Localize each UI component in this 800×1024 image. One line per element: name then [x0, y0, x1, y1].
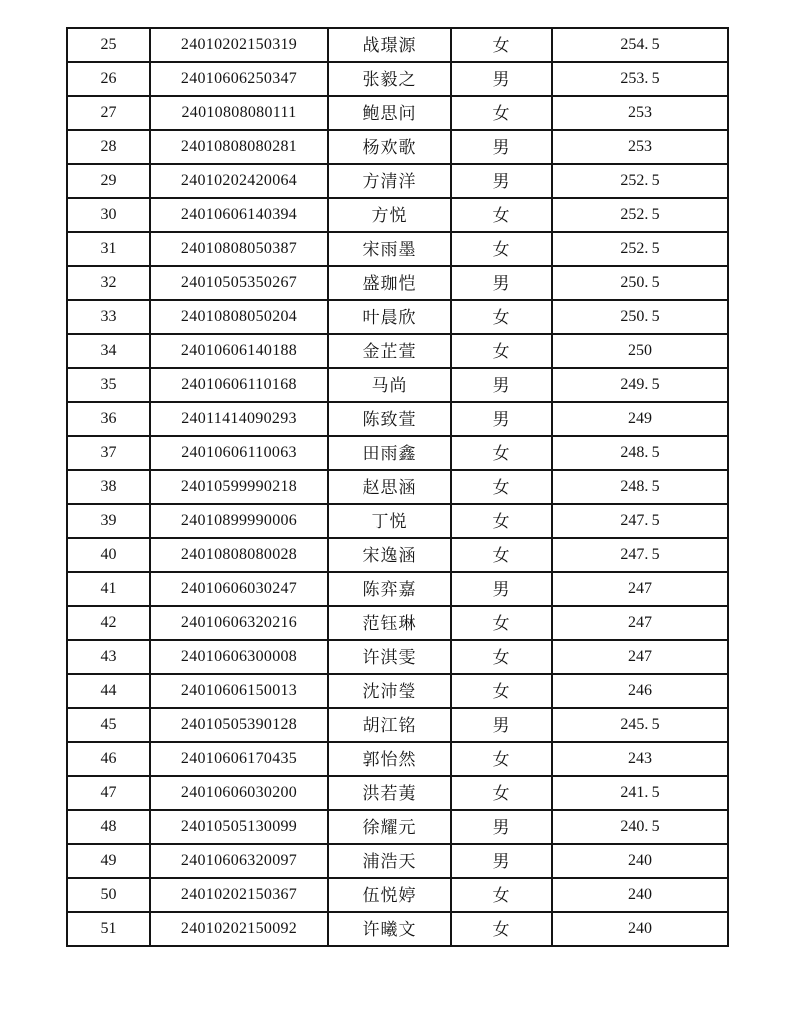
- cell-row-number: 37: [67, 436, 150, 470]
- cell-name: 马尚: [328, 368, 451, 402]
- cell-gender: 女: [451, 674, 552, 708]
- cell-gender: 男: [451, 810, 552, 844]
- cell-gender: 女: [451, 878, 552, 912]
- table-row: [67, 742, 728, 776]
- cell-exam-id: 24010606170435: [150, 742, 328, 776]
- cell-row-number: 39: [67, 504, 150, 538]
- cell-name: 陈致萱: [328, 402, 451, 436]
- cell-name: 宋雨墨: [328, 232, 451, 266]
- cell-exam-id: 24010606320216: [150, 606, 328, 640]
- table-row: [67, 402, 728, 436]
- cell-row-number: 31: [67, 232, 150, 266]
- cell-row-number: 42: [67, 606, 150, 640]
- cell-name: 方清洋: [328, 164, 451, 198]
- cell-score: 253. 5: [552, 62, 728, 96]
- cell-exam-id: 24010505390128: [150, 708, 328, 742]
- cell-row-number: 46: [67, 742, 150, 776]
- cell-exam-id: 24010606250347: [150, 62, 328, 96]
- cell-gender: 男: [451, 844, 552, 878]
- table-row: [67, 504, 728, 538]
- cell-gender: 女: [451, 640, 552, 674]
- table-row: [67, 470, 728, 504]
- cell-exam-id: 24010606110168: [150, 368, 328, 402]
- cell-name: 丁悦: [328, 504, 451, 538]
- cell-score: 247. 5: [552, 504, 728, 538]
- cell-name: 伍悦婷: [328, 878, 451, 912]
- cell-name: 方悦: [328, 198, 451, 232]
- cell-exam-id: 24010808050387: [150, 232, 328, 266]
- cell-exam-id: 24010505350267: [150, 266, 328, 300]
- cell-gender: 男: [451, 266, 552, 300]
- cell-exam-id: 24010606140188: [150, 334, 328, 368]
- cell-score: 240: [552, 912, 728, 946]
- cell-exam-id: 24010606030200: [150, 776, 328, 810]
- cell-name: 陈弈嘉: [328, 572, 451, 606]
- cell-exam-id: 24010606030247: [150, 572, 328, 606]
- table-row: [67, 334, 728, 368]
- cell-gender: 女: [451, 776, 552, 810]
- cell-exam-id: 24010202150319: [150, 28, 328, 62]
- cell-row-number: 25: [67, 28, 150, 62]
- cell-exam-id: 24010606320097: [150, 844, 328, 878]
- cell-name: 叶晨欣: [328, 300, 451, 334]
- cell-score: 247: [552, 572, 728, 606]
- table-row: [67, 606, 728, 640]
- cell-gender: 女: [451, 198, 552, 232]
- cell-gender: 男: [451, 62, 552, 96]
- table-row: [67, 674, 728, 708]
- table-row: [67, 878, 728, 912]
- cell-score: 250. 5: [552, 300, 728, 334]
- cell-gender: 男: [451, 368, 552, 402]
- cell-score: 247: [552, 640, 728, 674]
- cell-gender: 女: [451, 538, 552, 572]
- cell-exam-id: 24010599990218: [150, 470, 328, 504]
- cell-row-number: 45: [67, 708, 150, 742]
- cell-score: 245. 5: [552, 708, 728, 742]
- table-row: [67, 62, 728, 96]
- cell-row-number: 41: [67, 572, 150, 606]
- cell-score: 246: [552, 674, 728, 708]
- cell-name: 盛珈恺: [328, 266, 451, 300]
- cell-exam-id: 24010606140394: [150, 198, 328, 232]
- cell-gender: 女: [451, 470, 552, 504]
- cell-name: 战璟源: [328, 28, 451, 62]
- cell-name: 郭怡然: [328, 742, 451, 776]
- table-row: [67, 436, 728, 470]
- cell-gender: 女: [451, 742, 552, 776]
- cell-name: 徐耀元: [328, 810, 451, 844]
- cell-score: 247: [552, 606, 728, 640]
- cell-row-number: 28: [67, 130, 150, 164]
- table-row: [67, 96, 728, 130]
- cell-name: 沈沛瑩: [328, 674, 451, 708]
- cell-score: 248. 5: [552, 436, 728, 470]
- table-row: [67, 130, 728, 164]
- cell-row-number: 40: [67, 538, 150, 572]
- cell-row-number: 34: [67, 334, 150, 368]
- cell-exam-id: 24010808050204: [150, 300, 328, 334]
- cell-exam-id: 24010808080028: [150, 538, 328, 572]
- cell-exam-id: 24010202150092: [150, 912, 328, 946]
- cell-name: 宋逸涵: [328, 538, 451, 572]
- cell-exam-id: 24010202420064: [150, 164, 328, 198]
- table-row: [67, 572, 728, 606]
- table-row: [67, 198, 728, 232]
- cell-score: 252. 5: [552, 232, 728, 266]
- cell-row-number: 38: [67, 470, 150, 504]
- cell-name: 赵思涵: [328, 470, 451, 504]
- cell-row-number: 33: [67, 300, 150, 334]
- cell-name: 许曦文: [328, 912, 451, 946]
- cell-score: 250: [552, 334, 728, 368]
- cell-score: 254. 5: [552, 28, 728, 62]
- cell-score: 240. 5: [552, 810, 728, 844]
- score-table: [66, 27, 729, 947]
- cell-score: 241. 5: [552, 776, 728, 810]
- cell-gender: 女: [451, 300, 552, 334]
- cell-score: 243: [552, 742, 728, 776]
- table-row: [67, 232, 728, 266]
- cell-exam-id: 24010808080111: [150, 96, 328, 130]
- cell-exam-id: 24010899990006: [150, 504, 328, 538]
- cell-gender: 女: [451, 436, 552, 470]
- cell-row-number: 51: [67, 912, 150, 946]
- table-row: [67, 28, 728, 62]
- cell-exam-id: 24010505130099: [150, 810, 328, 844]
- cell-exam-id: 24010606110063: [150, 436, 328, 470]
- cell-exam-id: 24010202150367: [150, 878, 328, 912]
- cell-gender: 男: [451, 708, 552, 742]
- cell-gender: 女: [451, 606, 552, 640]
- cell-score: 252. 5: [552, 198, 728, 232]
- cell-row-number: 35: [67, 368, 150, 402]
- cell-score: 240: [552, 878, 728, 912]
- cell-score: 240: [552, 844, 728, 878]
- cell-score: 250. 5: [552, 266, 728, 300]
- cell-row-number: 44: [67, 674, 150, 708]
- cell-name: 田雨鑫: [328, 436, 451, 470]
- cell-gender: 男: [451, 402, 552, 436]
- cell-exam-id: 24010808080281: [150, 130, 328, 164]
- cell-score: 253: [552, 96, 728, 130]
- cell-score: 247. 5: [552, 538, 728, 572]
- cell-gender: 男: [451, 130, 552, 164]
- cell-gender: 女: [451, 232, 552, 266]
- table-row: [67, 164, 728, 198]
- cell-name: 鲍思问: [328, 96, 451, 130]
- table-row: [67, 368, 728, 402]
- cell-score: 253: [552, 130, 728, 164]
- cell-row-number: 49: [67, 844, 150, 878]
- cell-row-number: 50: [67, 878, 150, 912]
- cell-row-number: 29: [67, 164, 150, 198]
- cell-name: 浦浩天: [328, 844, 451, 878]
- cell-gender: 女: [451, 96, 552, 130]
- cell-name: 杨欢歌: [328, 130, 451, 164]
- cell-row-number: 30: [67, 198, 150, 232]
- table-row: [67, 844, 728, 878]
- cell-name: 洪若荑: [328, 776, 451, 810]
- cell-name: 张毅之: [328, 62, 451, 96]
- cell-name: 金芷萱: [328, 334, 451, 368]
- cell-row-number: 43: [67, 640, 150, 674]
- cell-exam-id: 24010606300008: [150, 640, 328, 674]
- table-row: [67, 912, 728, 946]
- cell-gender: 女: [451, 28, 552, 62]
- cell-gender: 男: [451, 572, 552, 606]
- table-body: [67, 28, 728, 946]
- cell-row-number: 26: [67, 62, 150, 96]
- table-row: [67, 708, 728, 742]
- table-row: [67, 300, 728, 334]
- cell-score: 248. 5: [552, 470, 728, 504]
- cell-name: 胡江铭: [328, 708, 451, 742]
- table-row: [67, 810, 728, 844]
- table-row: [67, 266, 728, 300]
- cell-row-number: 36: [67, 402, 150, 436]
- cell-score: 249: [552, 402, 728, 436]
- cell-name: 范钰琳: [328, 606, 451, 640]
- cell-score: 249. 5: [552, 368, 728, 402]
- cell-gender: 女: [451, 334, 552, 368]
- cell-name: 许淇雯: [328, 640, 451, 674]
- cell-row-number: 27: [67, 96, 150, 130]
- cell-score: 252. 5: [552, 164, 728, 198]
- table-row: [67, 538, 728, 572]
- cell-exam-id: 24011414090293: [150, 402, 328, 436]
- cell-exam-id: 24010606150013: [150, 674, 328, 708]
- table-row: [67, 776, 728, 810]
- cell-gender: 女: [451, 504, 552, 538]
- cell-row-number: 32: [67, 266, 150, 300]
- cell-row-number: 47: [67, 776, 150, 810]
- cell-row-number: 48: [67, 810, 150, 844]
- table-row: [67, 640, 728, 674]
- cell-gender: 女: [451, 912, 552, 946]
- cell-gender: 男: [451, 164, 552, 198]
